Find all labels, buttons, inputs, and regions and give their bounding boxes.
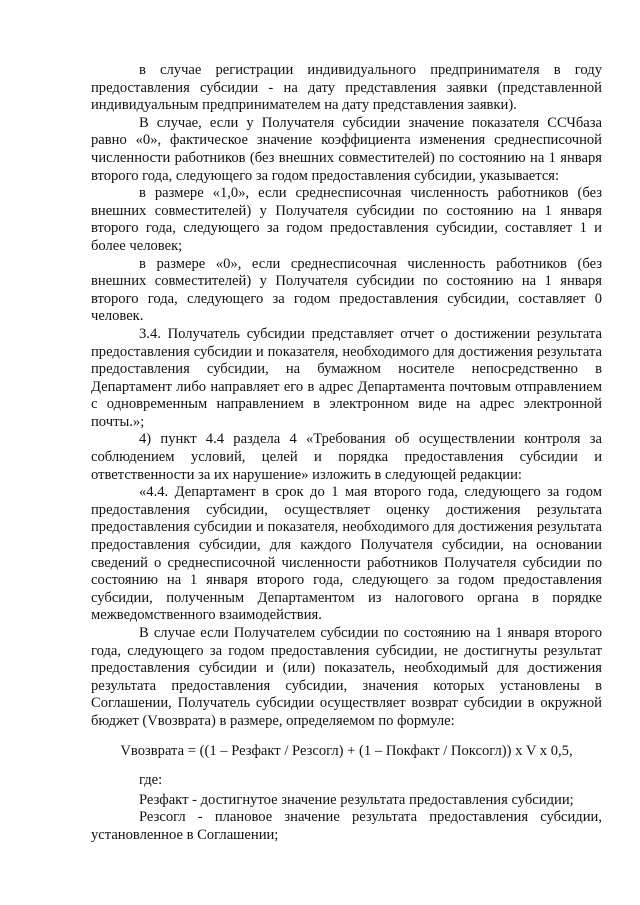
refund-formula: Vвозврата = ((1 – Резфакт / Резсогл) + (1 – Покфакт / Поксогл)) x V x 0,5, [120, 742, 573, 759]
paragraph-3-4: 3.4. Получатель субсидии представляет отчет о достижении результата предоставления субсидии и показателя, необходимого для достижения результата предоставления субсидии, на бумажном носителе непосредственно в Департамент либо направляет его в адрес Департамента почтовым отправлением с одновременным направлением в электронном виде на адрес электронной почты.»; [91, 325, 602, 430]
definition-rezsogl: Резсогл - плановое значение результата предоставления субсидии, установленное в Соглашении; [91, 809, 602, 843]
paragraph-size-one: в размере «1,0», если среднесписочная численность работников (без внешних совместителей) у Получателя субсидии по состоянию на 1 января второго года, следующего за годом предоставления субсидии, составляет 1 и более человек; [91, 185, 602, 254]
paragraph-sschbaza: В случае, если у Получателя субсидии значение показателя ССЧбаза равно «0», фактическое значение коэффициента изменения среднесписочной численности работников (без внешних совместителей) по состоянию на 1 января второго года, следующего за годом предоставления субсидии, указывается: [91, 114, 602, 184]
definition-where: где: [139, 772, 163, 789]
paragraph-item-4: 4) пункт 4.4 раздела 4 «Требования об осуществлении контроля за соблюдением условий, целей и порядка предоставления субсидии и ответственности за их нарушение» изложить в следующей редакции: [91, 431, 602, 483]
paragraph-4-4: «4.4. Департамент в срок до 1 мая второго года, следующего за годом предоставления субсидии, осуществляет оценку достижения результата предоставления субсидии и показателя, необходимого для достижения результата предоставления субсидии, для каждого Получателя субсидии, на основании сведений о среднесписочной численности работников Получателя субсидии по состоянию на 1 января второго года, следующего за годом предоставления субсидии, полученным Департаментом из налогового органа в порядке межведомственного взаимодействия. [91, 484, 602, 624]
paragraph-registration: в случае регистрации индивидуального предпринимателя в году предоставления субсидии - на дату представления заявки (представленной индивидуальным предпринимателем на дату представления заявки). [91, 62, 602, 114]
definition-rezfakt: Резфакт - достигнутое значение результата предоставления субсидии; [139, 791, 574, 808]
paragraph-size-zero: в размере «0», если среднесписочная численность работников (без внешних совместителей) у Получателя субсидии по состоянию на 1 января второго года, следующего за годом предоставления субсидии, составляет 0 человек. [91, 255, 602, 325]
paragraph-refund: В случае если Получателем субсидии по состоянию на 1 января второго года, следующего за годом предоставления субсидии, не достигнуты результат предоставления субсидии и (или) показатель, необходимый для достижения результата предоставления субсидии, значения которых установлены в Соглашении, Получатель субсидии осуществляет возврат субсидии в окружной бюджет (Vвозврата) в размере, определяемом по формуле: [91, 625, 602, 729]
